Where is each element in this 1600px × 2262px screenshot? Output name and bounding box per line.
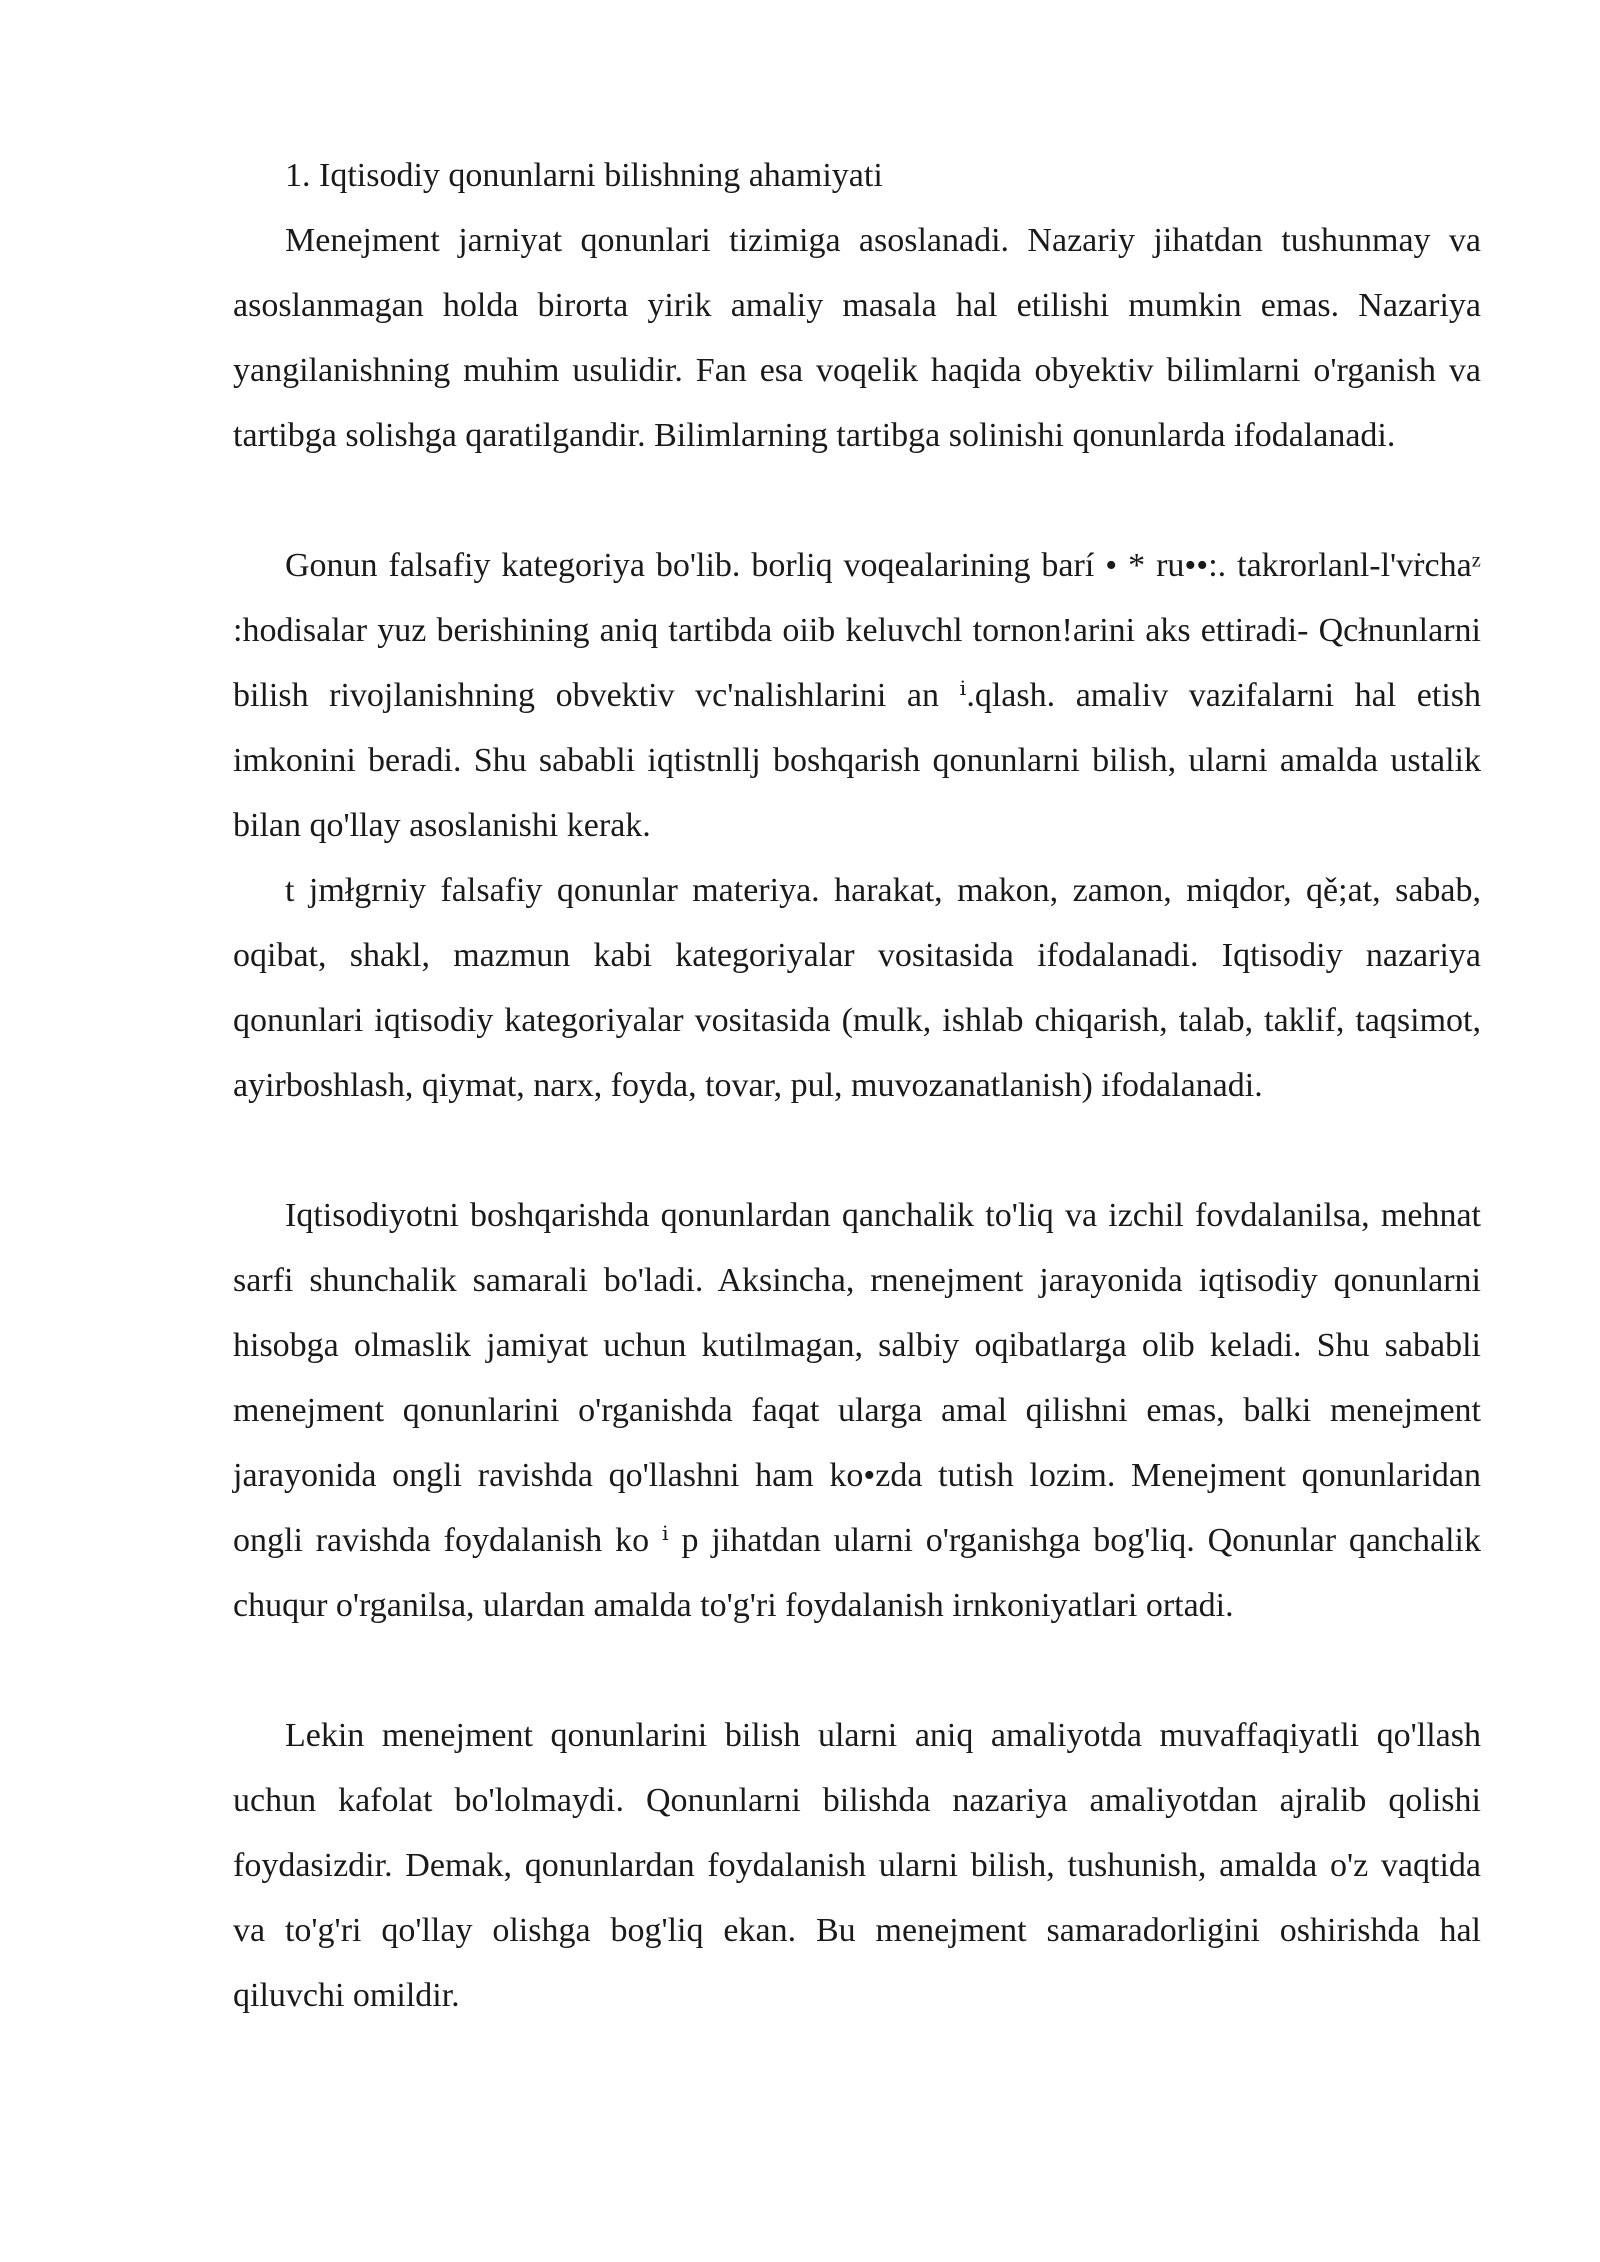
paragraph-1: Menejment jarniyat qonunlari tizimiga asoslanadi. Nazariy jihatdan tushunmay va asoslanmagan holda birorta yirik amaliy masala hal etilishi mumkin emas. Nazariya yangilanishning muhim usulidir. Fan esa voqelik haqida obyektiv bilimlarni o'rganish va tartibga solishga qaratilgandir. Bilimlarning tartibga solinishi qonunlarda ifodalanadi. <box>233 222 1481 454</box>
paragraph-4: Iqtisodiyotni boshqarishda qonunlardan qanchalik to'liq va izchil fovdalanilsa, mehnat sarfi shunchalik samarali bo'ladi. Aksincha, rnenejment jarayonida iqtisodiy qonunlarni hisobga olmaslik jamiyat uchun kutilmagan, salbiy oqibatlarga olib keladi. Shu sababli menejment qonunlarini o'rganishda faqat ularga amal qilishni emas, balki menejment jarayonida ongli ravishda qo'llashni ham ko•zda tutish lozim. Menejment qonunlaridan ongli ravishda foydalanish ko ⁱ p jihatdan ularni o'rganishga bog'liq. Qonunlar qanchalik chuqur o'rganilsa, ulardan amalda to'g'ri foydalanish irnkoniyatlari ortadi. <box>233 1197 1481 1624</box>
section-heading: 1. Iqtisodiy qonunlarni bilishning ahamiyati <box>285 157 883 194</box>
paragraph-2: Gonun falsafiy kategoriya bo'lib. borliq voqealarining barí • * ru••:. takrorlanl-l'v͘rchaᶻ :hodisalar yuz berishining aniq tartibda oiib keluvchl tornon!arini aks ettiradi- Qcłnunlarni bilish rivojlanishning obvektiv vc'nalishlarini an ⁱ.qlash. amaliv vazifalarni hal etish imkonini beradi. Shu sababli iqtistnllj boshqarish qonunlarni bilish, ularni amalda ustalik bilan qo'llay asoslanishi kerak. <box>233 547 1481 844</box>
paragraph-3: t jmłgrniy falsafiy qonunlar materiya. harakat, makon, zamon, miqdor, qě;at, sabab, oqibat, shakl, mazmun kabi kategoriyalar vositasida ifodalanadi. Iqtisodiy nazariya qonunlari iqtisodiy kategoriyalar vositasida (mulk, ishlab chiqarish, talab, taklif, taqsimot, ayirboshlash, qiymat, narx, foyda, tovar, pul, muvozanatlanish) ifodalanadi. <box>233 872 1481 1104</box>
paragraph-5: Lekin menejment qonunlarini bilish ularni aniq amaliyotda muvaffaqiyatli qo'llash uchun kafolat bo'lolmaydi. Qonunlarni bilishda nazariya amaliyotdan ajralib qolishi foydasizdir. Demak, qonunlardan foydalanish ularni bilish, tushunish, amalda o'z vaqtida va to'g'ri qo'llay olishga bog'liq ekan. Bu menejment samaradorligini oshirishda hal qiluvchi omildir. <box>233 1717 1481 2014</box>
